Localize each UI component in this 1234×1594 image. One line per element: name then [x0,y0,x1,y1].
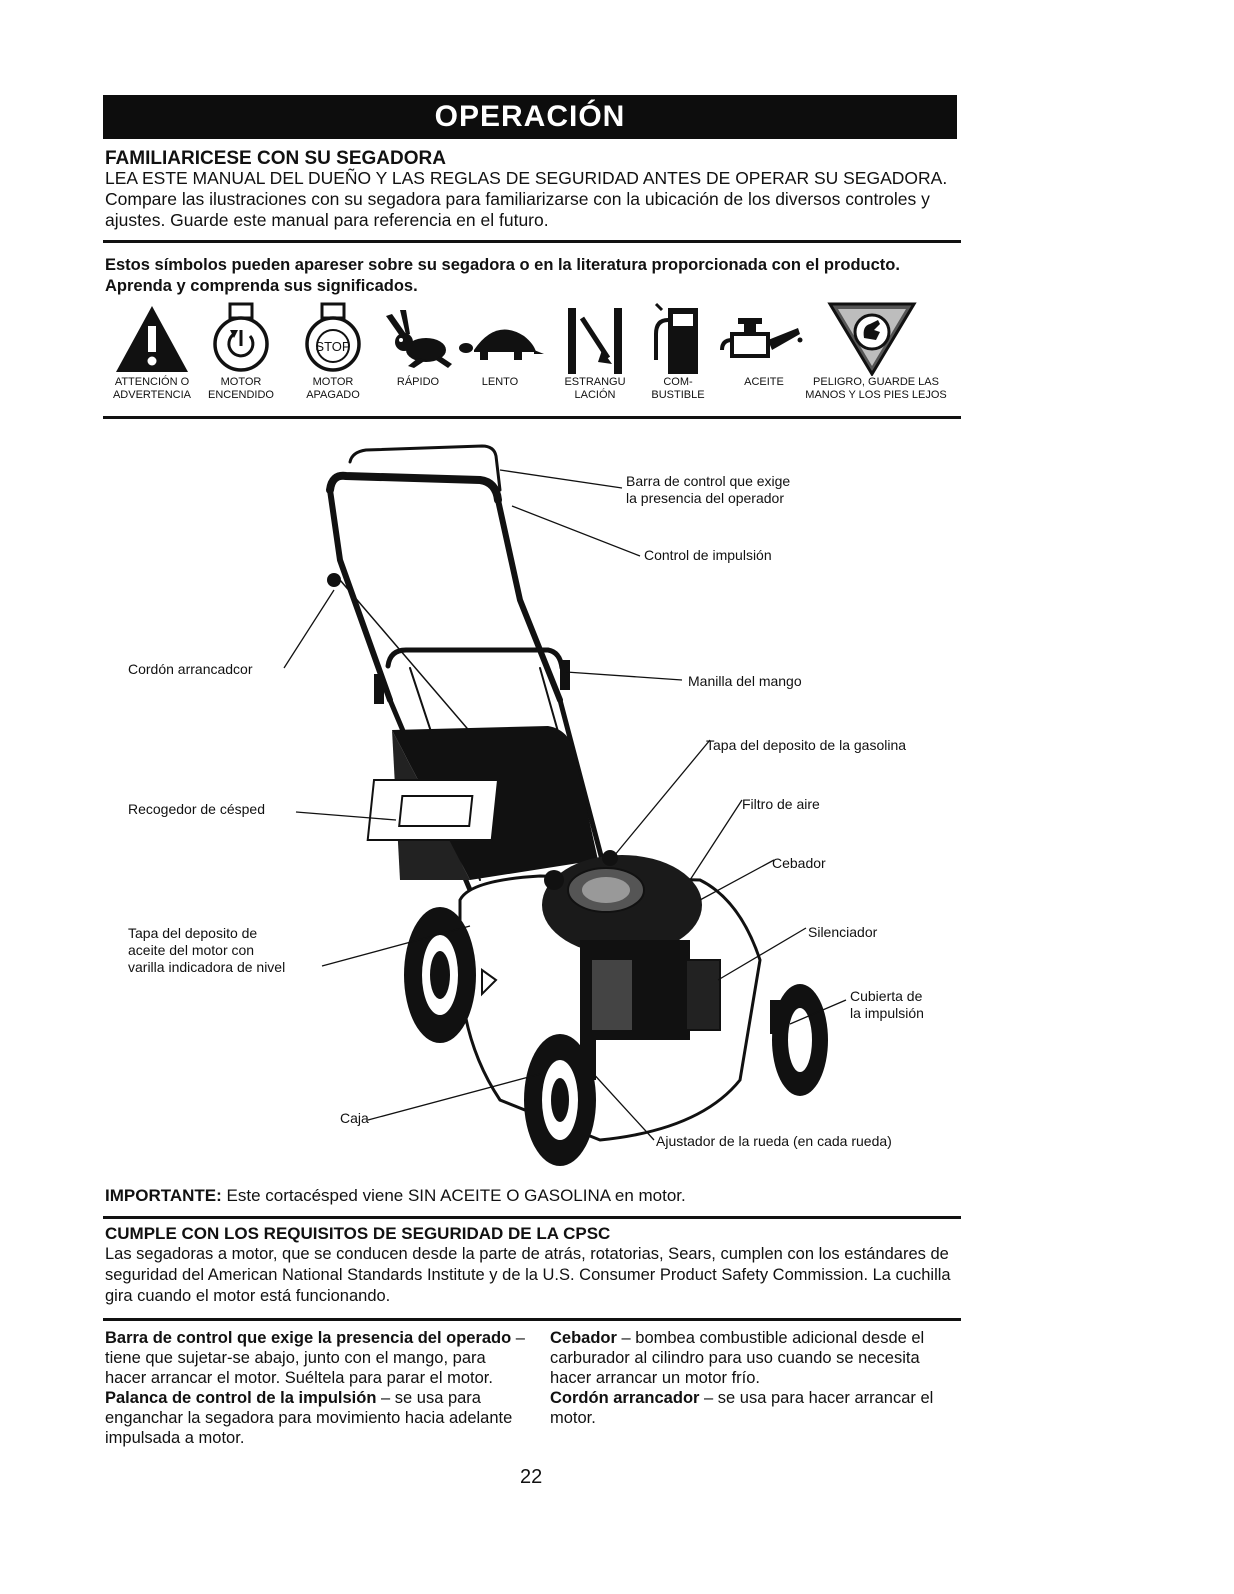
familiarize-heading: FAMILIARICESE CON SU SEGADORA [105,148,446,169]
cpsc-body: Las segadoras a motor, que se conducen desde la parte de atrás, rotatorias, Sears, cumplen con los estándares de seguridad del American National Standards Institute y de la U.S. Consumer Product Safety Commission. La cuchilla gira cuando el motor está funcionando. [105,1245,951,1305]
callout-drive-cover: Cubierta de la impulsión [850,988,924,1021]
starter-cord-handle [327,573,341,587]
definition-text: – se usa para enganchar la segadora para movimiento hacia adelante impulsada a motor. [105,1389,513,1447]
definition-term: Cebador [550,1329,617,1347]
handle-knob-left [374,674,384,704]
definition-item [550,1388,960,1428]
drive-cover [770,1000,786,1034]
definition-term: Cordón arrancador [550,1389,700,1407]
symbol-label-engine-stop: MOTOR APAGADO [306,376,360,401]
definition-item [105,1328,530,1388]
symbol-label-fast: RÁPIDO [396,376,440,388]
symbol-label-warning: ATTENCIÓN O ADVERTENCIA [112,376,192,401]
definition-text: – se usa para hacer arrancar el motor. [550,1389,934,1427]
definition-text: – bombea combustible adicional desde el carburador al cilindro para uso cuando se necesita hacer arrancar un motor frío. [550,1329,925,1387]
section-banner: OPERACIÓN [103,95,957,139]
symbol-label-hand-hazard: PELIGRO, GUARDE LAS MANOS Y LOS PIES LEJOS [805,376,947,401]
callout-housing: Caja [340,1110,369,1126]
wheel-adjuster-lever [580,1030,596,1080]
symbol-label-engine-on: MOTOR ENCENDIDO [207,376,274,401]
callout-oil-cap: Tapa del deposito de aceite del motor con varilla indicadora de nivel [128,925,286,975]
definition-term: Barra de control que exige la presencia del operado [105,1329,512,1347]
callout-starter-cord: Cordón arrancadcor [128,661,253,677]
callout-wheel-adjuster: Ajustador de la rueda (en cada rueda) [656,1133,892,1149]
definition-item [550,1328,960,1388]
page-number: 22 [520,1466,543,1488]
symbols-intro: Estos símbolos pueden apareser sobre su segadora o en la literatura proporcionada con el producto. Aprenda y comprenda sus significados. [105,256,900,295]
callout-muffler: Silenciador [808,924,878,940]
definitions-right [550,1328,960,1428]
callout-handle-knob: Manilla del mango [688,673,802,689]
callout-operator-bar: Barra de control que exige la presencia del operador [626,473,791,506]
handle-knob-right [560,660,570,690]
callout-gas-cap: Tapa del deposito de la gasolina [706,737,907,753]
definition-item [105,1388,530,1448]
callout-primer: Cebador [772,855,826,871]
divider [103,1318,961,1321]
grass-catcher [368,726,598,880]
divider [103,1216,961,1219]
cpsc-heading: CUMPLE CON LOS REQUISITOS DE SEGURIDAD DE LA CPSC [105,1224,611,1243]
stop-text: STOP [315,339,351,354]
definition-text: – tiene que sujetar-se abajo, junto con el mango, para hacer arrancar el motor. Suéltela para parar el motor. [105,1329,525,1387]
familiarize-body: LEA ESTE MANUAL DEL DUEÑO Y LAS REGLAS DE SEGURIDAD ANTES DE OPERAR SU SEGADORA. Compare las ilustraciones con su segadora para familiarizarse con la ubicación de los diversos controles y ajustes. Guarde este manual para referencia en el futuro. [105,168,948,230]
definitions-left [105,1328,530,1448]
important-note [105,1186,686,1206]
important-label: IMPORTANTE: [105,1186,222,1205]
symbol-label-fuel: COM- BUSTIBLE [651,376,705,401]
symbol-label-oil: ACEITE [744,376,784,388]
callout-drive-control: Control de impulsión [644,547,772,563]
symbol-label-choke: ESTRANGU LACIÓN [564,376,626,401]
callout-grass-catcher: Recogedor de césped [128,801,265,817]
callout-air-filter: Filtro de aire [742,796,820,812]
definition-term: Palanca de control de la impulsión [105,1389,377,1407]
important-text: Este cortacésped viene SIN ACEITE O GASOLINA en motor. [226,1186,686,1205]
symbol-label-slow: LENTO [481,376,519,388]
